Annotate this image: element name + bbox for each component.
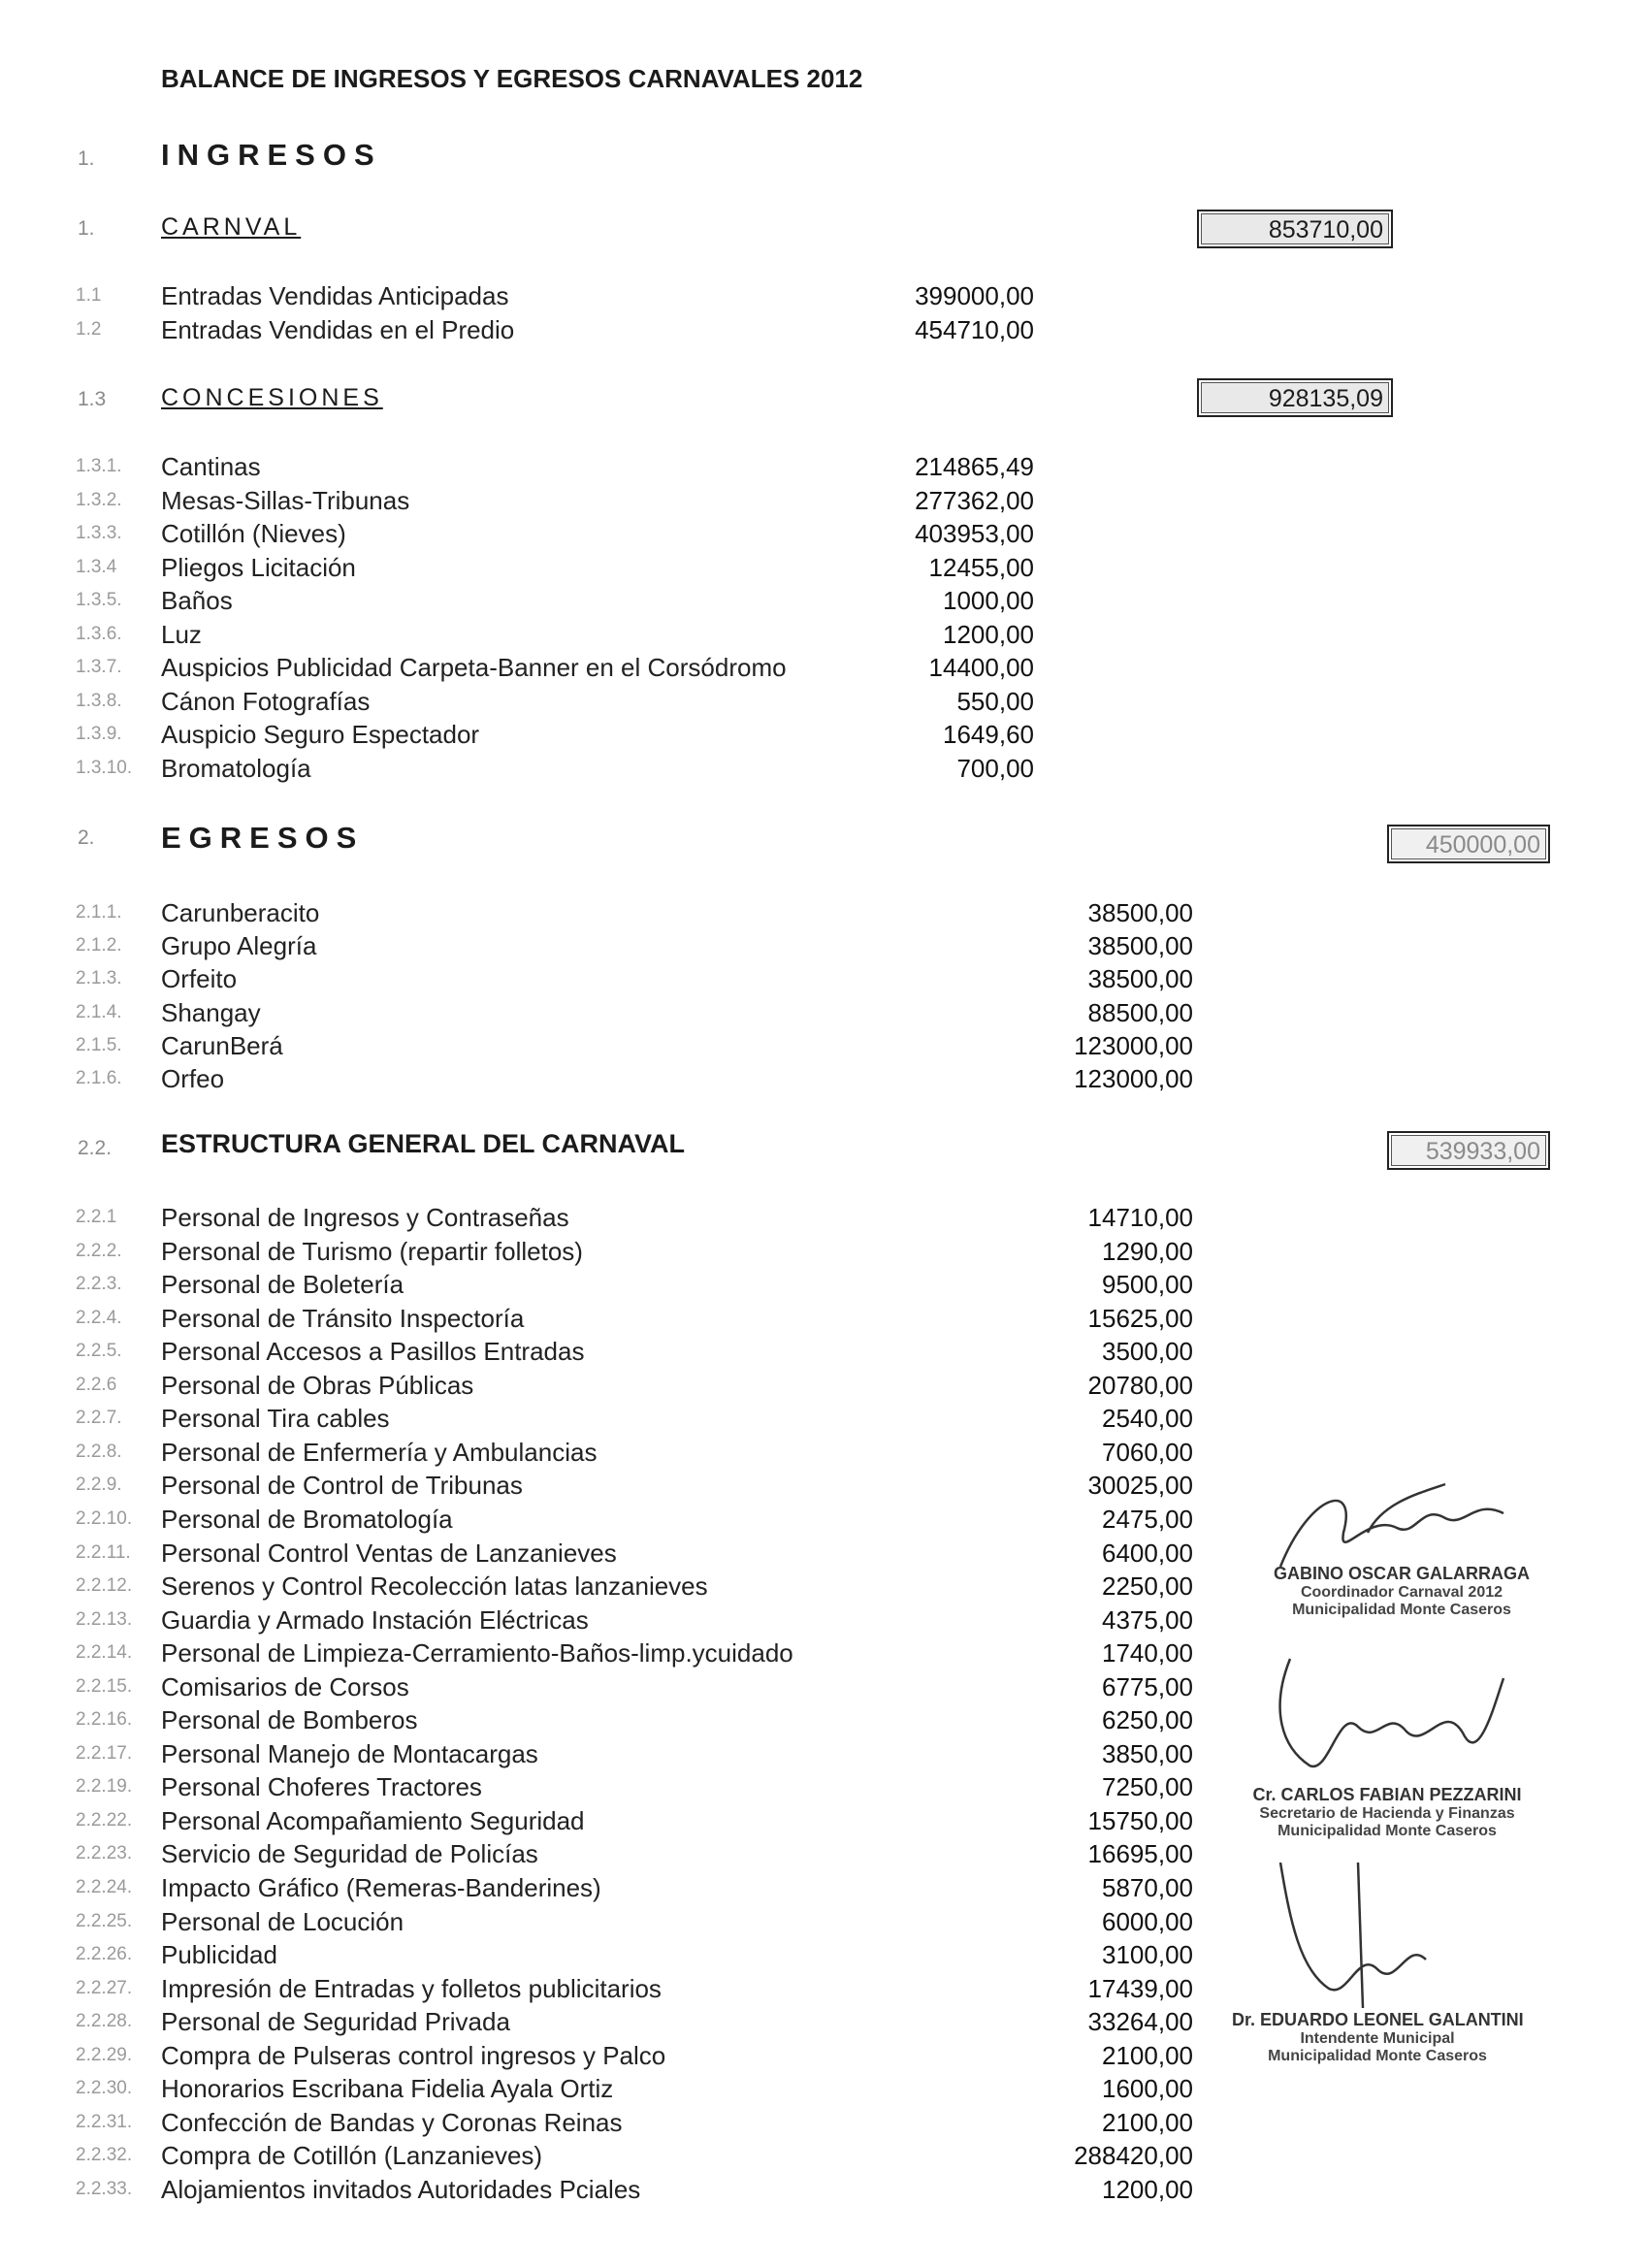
subsection-title-estructura: ESTRUCTURA GENERAL DEL CARNAVAL (161, 1129, 686, 1158)
row-number: 2.1.2. (76, 935, 122, 956)
row-label: Entradas Vendidas Anticipadas (161, 281, 509, 310)
row-value: 2540,00 (1102, 1404, 1193, 1434)
signature-block-1 (1261, 1564, 1542, 1619)
row-number: 1.3.6. (76, 623, 122, 644)
row-value: 5870,00 (1102, 1873, 1193, 1902)
row-label: Servicio de Seguridad de Policías (161, 1839, 538, 1869)
row-label: Bromatología (161, 753, 311, 783)
row-value: 1200,00 (943, 619, 1034, 649)
row-label: Cotillón (Nieves) (161, 519, 346, 548)
row-label: Personal de Boletería (161, 1270, 404, 1300)
row-number: 2.2.31. (76, 2111, 133, 2132)
row-number: 2.2.7. (76, 1408, 122, 1429)
row-label: Publicidad (161, 1940, 277, 1970)
row-number: 1.3.8. (76, 690, 122, 711)
row-label: Carunberacito (161, 898, 320, 927)
row-label: Personal de Limpieza-Cerramiento-Baños-limp.ycuidado (161, 1638, 793, 1669)
row-number: 2.2.32. (76, 2145, 133, 2166)
signer-role: Secretario de Hacienda y Finanzas (1259, 1805, 1515, 1822)
row-value: 16695,00 (1087, 1839, 1193, 1869)
signature-scribble-2 (1251, 1649, 1533, 1785)
signer-role: Coordinador Carnaval 2012 (1300, 1584, 1504, 1601)
row-label: Entradas Vendidas en el Predio (161, 314, 515, 344)
row-value: 15625,00 (1087, 1303, 1193, 1333)
row-value: 2100,00 (1102, 2107, 1193, 2137)
row-label: Personal Accesos a Pasillos Entradas (161, 1337, 585, 1367)
section-title-ingresos: INGRESOS (161, 138, 382, 172)
row-label: Personal de Bromatología (161, 1504, 453, 1534)
row-value: 6775,00 (1102, 1671, 1193, 1701)
row-value: 38500,00 (1087, 898, 1193, 927)
row-number: 2.2.22. (76, 1809, 133, 1831)
row-number: 2.2.3. (76, 1274, 122, 1295)
row-value: 12455,00 (928, 552, 1034, 582)
row-value: 1649,60 (943, 720, 1034, 749)
row-value: 6000,00 (1102, 1906, 1193, 1936)
row-number: 2.1.1. (76, 902, 122, 923)
row-label: Pliegos Licitación (161, 552, 356, 582)
row-value: 1200,00 (1102, 2174, 1193, 2204)
page-title: BALANCE DE INGRESOS Y EGRESOS CARNAVALES 2012 (161, 64, 863, 93)
row-value: 4375,00 (1102, 1604, 1193, 1635)
total-box-estructura: 539933,00 (1387, 1131, 1550, 1170)
row-value: 6400,00 (1102, 1538, 1193, 1568)
row-label: Luz (161, 619, 202, 649)
row-value: 1740,00 (1102, 1638, 1193, 1669)
row-value: 3100,00 (1102, 1940, 1193, 1970)
row-label: Comisarios de Corsos (161, 1671, 409, 1701)
row-value: 1290,00 (1102, 1236, 1193, 1266)
row-number: 2.2.28. (76, 2011, 133, 2032)
row-label: Auspicios Publicidad Carpeta-Banner en el Corsódromo (161, 653, 787, 682)
row-value: 403953,00 (915, 519, 1034, 548)
row-label: Grupo Alegría (161, 931, 317, 961)
row-value: 7250,00 (1102, 1772, 1193, 1802)
total-box-egresos: 450000,00 (1387, 825, 1550, 863)
row-value: 38500,00 (1087, 931, 1193, 961)
total-box-carnaval: 853710,00 (1197, 210, 1393, 248)
row-number: 2.2.15. (76, 1675, 133, 1697)
row-number: 2.2.16. (76, 1709, 133, 1731)
row-value: 288420,00 (1074, 2141, 1193, 2171)
signature-block-2 (1242, 1785, 1533, 1840)
row-number: 1.3.1. (76, 456, 122, 476)
row-value: 399000,00 (915, 281, 1034, 310)
row-number: 1.1 (76, 285, 102, 306)
row-label: Serenos y Control Recolección latas lanzanieves (161, 1571, 708, 1602)
row-value: 277362,00 (915, 485, 1034, 515)
row-value: 3500,00 (1102, 1337, 1193, 1367)
row-number: 2.2.25. (76, 1910, 133, 1931)
row-number: 2.1.3. (76, 968, 122, 989)
row-label: Orfeito (161, 964, 238, 994)
row-value: 700,00 (956, 753, 1034, 783)
row-value: 2100,00 (1102, 2040, 1193, 2070)
row-value: 550,00 (956, 686, 1034, 716)
row-value: 123000,00 (1074, 1030, 1193, 1060)
row-value: 9500,00 (1102, 1270, 1193, 1300)
row-number: 2.2.26. (76, 1944, 133, 1965)
row-label: Baños (161, 586, 233, 615)
signature-block-3 (1232, 2010, 1523, 2065)
row-number: 2.2.19. (76, 1776, 133, 1798)
row-label: Personal de Control de Tribunas (161, 1471, 523, 1501)
row-label: Confección de Bandas y Coronas Reinas (161, 2107, 623, 2137)
signer-org: Municipalidad Monte Caseros (1277, 1823, 1497, 1839)
row-label: Personal Acompañamiento Seguridad (161, 1805, 585, 1835)
row-number: 1.3.10. (76, 757, 133, 778)
signature-scribble-3 (1261, 1863, 1474, 2008)
row-number: 2.2.17. (76, 1742, 133, 1764)
row-label: Personal de Ingresos y Contraseñas (161, 1203, 569, 1232)
subsection-title-concesiones: CONCESIONES (161, 384, 383, 411)
row-number: 2.2.23. (76, 1843, 133, 1864)
row-number: 1.3.5. (76, 590, 122, 610)
row-number: 2.1.4. (76, 1001, 122, 1022)
row-number: 1.2 (76, 318, 102, 340)
row-value: 17439,00 (1087, 1973, 1193, 2003)
row-number: 1.3.2. (76, 489, 122, 510)
row-label: Personal Choferes Tractores (161, 1772, 482, 1802)
subsection-title-carnaval: CARNVAL (161, 213, 302, 241)
row-value: 2250,00 (1102, 1571, 1193, 1602)
row-value: 88500,00 (1087, 997, 1193, 1027)
row-value: 2475,00 (1102, 1504, 1193, 1534)
row-label: Orfeo (161, 1064, 225, 1093)
subsection-number: 1.3 (78, 388, 107, 410)
signer-org: Municipalidad Monte Caseros (1268, 2048, 1487, 2064)
row-label: Personal de Enfermería y Ambulancias (161, 1437, 598, 1467)
row-label: Personal de Bomberos (161, 1705, 418, 1735)
row-number: 2.2.27. (76, 1977, 133, 1998)
signer-org: Municipalidad Monte Caseros (1292, 1602, 1511, 1618)
row-number: 2.2.6 (76, 1374, 117, 1395)
row-label: Cánon Fotografías (161, 686, 371, 716)
row-value: 1000,00 (943, 586, 1034, 615)
row-value: 1600,00 (1102, 2074, 1193, 2104)
row-value: 214865,49 (915, 452, 1034, 481)
row-number: 2.2.5. (76, 1341, 122, 1362)
row-value: 20780,00 (1087, 1370, 1193, 1400)
row-label: Mesas-Sillas-Tribunas (161, 485, 410, 515)
row-label: Shangay (161, 997, 261, 1027)
section-number: 2. (78, 826, 95, 849)
row-number: 2.2.8. (76, 1441, 122, 1462)
row-label: Auspicio Seguro Espectador (161, 720, 480, 749)
row-value: 14400,00 (928, 653, 1034, 682)
row-value: 15750,00 (1087, 1805, 1193, 1835)
row-label: Compra de Cotillón (Lanzanieves) (161, 2141, 543, 2171)
section-number: 1. (78, 147, 95, 170)
signer-name: Cr. CARLOS FABIAN PEZZARINI (1252, 1785, 1522, 1804)
row-number: 2.2.30. (76, 2078, 133, 2099)
row-number: 1.3.9. (76, 724, 122, 744)
row-label: CarunBerá (161, 1030, 283, 1060)
row-number: 1.3.3. (76, 523, 122, 543)
row-value: 6250,00 (1102, 1705, 1193, 1735)
row-value: 38500,00 (1087, 964, 1193, 994)
row-number: 2.2.29. (76, 2044, 133, 2065)
row-number: 2.2.4. (76, 1307, 122, 1328)
row-label: Personal Manejo de Montacargas (161, 1738, 538, 1768)
row-number: 2.2.12. (76, 1575, 133, 1597)
row-label: Personal de Turismo (repartir folletos) (161, 1236, 583, 1266)
row-value: 7060,00 (1102, 1437, 1193, 1467)
section-title-egresos: EGRESOS (161, 821, 365, 855)
row-value: 454710,00 (915, 314, 1034, 344)
row-label: Honorarios Escribana Fidelia Ayala Ortiz (161, 2074, 614, 2104)
row-label: Cantinas (161, 452, 261, 481)
row-number: 2.2.2. (76, 1240, 122, 1261)
row-number: 1.3.7. (76, 657, 122, 677)
row-label: Personal de Locución (161, 1906, 404, 1936)
subsection-number: 1. (78, 217, 95, 240)
row-number: 2.1.6. (76, 1068, 122, 1088)
row-number: 2.2.13. (76, 1608, 133, 1630)
row-number: 2.2.11. (76, 1541, 131, 1563)
row-number: 2.2.10. (76, 1507, 133, 1529)
row-label: Impacto Gráfico (Remeras-Banderines) (161, 1873, 601, 1902)
total-box-concesiones: 928135,09 (1197, 378, 1393, 417)
row-value: 3850,00 (1102, 1738, 1193, 1768)
row-number: 2.2.33. (76, 2178, 133, 2199)
row-number: 2.2.14. (76, 1642, 133, 1664)
row-label: Alojamientos invitados Autoridades Pciales (161, 2174, 641, 2204)
signer-name: Dr. EDUARDO LEONEL GALANTINI (1232, 2010, 1524, 2029)
row-number: 1.3.4 (76, 556, 117, 577)
row-label: Personal de Obras Públicas (161, 1370, 474, 1400)
row-label: Personal de Seguridad Privada (161, 2007, 510, 2037)
row-label: Personal de Tránsito Inspectoría (161, 1303, 525, 1333)
row-label: Personal Tira cables (161, 1404, 390, 1434)
row-number: 2.2.9. (76, 1474, 122, 1496)
signer-role: Intendente Municipal (1300, 2030, 1455, 2047)
row-number: 2.2.24. (76, 1877, 133, 1897)
row-label: Guardia y Armado Instación Eléctricas (161, 1604, 589, 1635)
subsection-number: 2.2. (78, 1137, 113, 1159)
row-label: Impresión de Entradas y folletos publicitarios (161, 1973, 662, 2003)
row-label: Compra de Pulseras control ingresos y Palco (161, 2040, 666, 2070)
signer-name: GABINO OSCAR GALARRAGA (1274, 1564, 1530, 1583)
row-value: 33264,00 (1087, 2007, 1193, 2037)
row-value: 30025,00 (1087, 1471, 1193, 1501)
row-value: 14710,00 (1087, 1203, 1193, 1232)
row-value: 123000,00 (1074, 1064, 1193, 1093)
row-number: 2.2.1 (76, 1207, 117, 1227)
row-number: 2.1.5. (76, 1034, 122, 1055)
row-label: Personal Control Ventas de Lanzanieves (161, 1538, 617, 1568)
